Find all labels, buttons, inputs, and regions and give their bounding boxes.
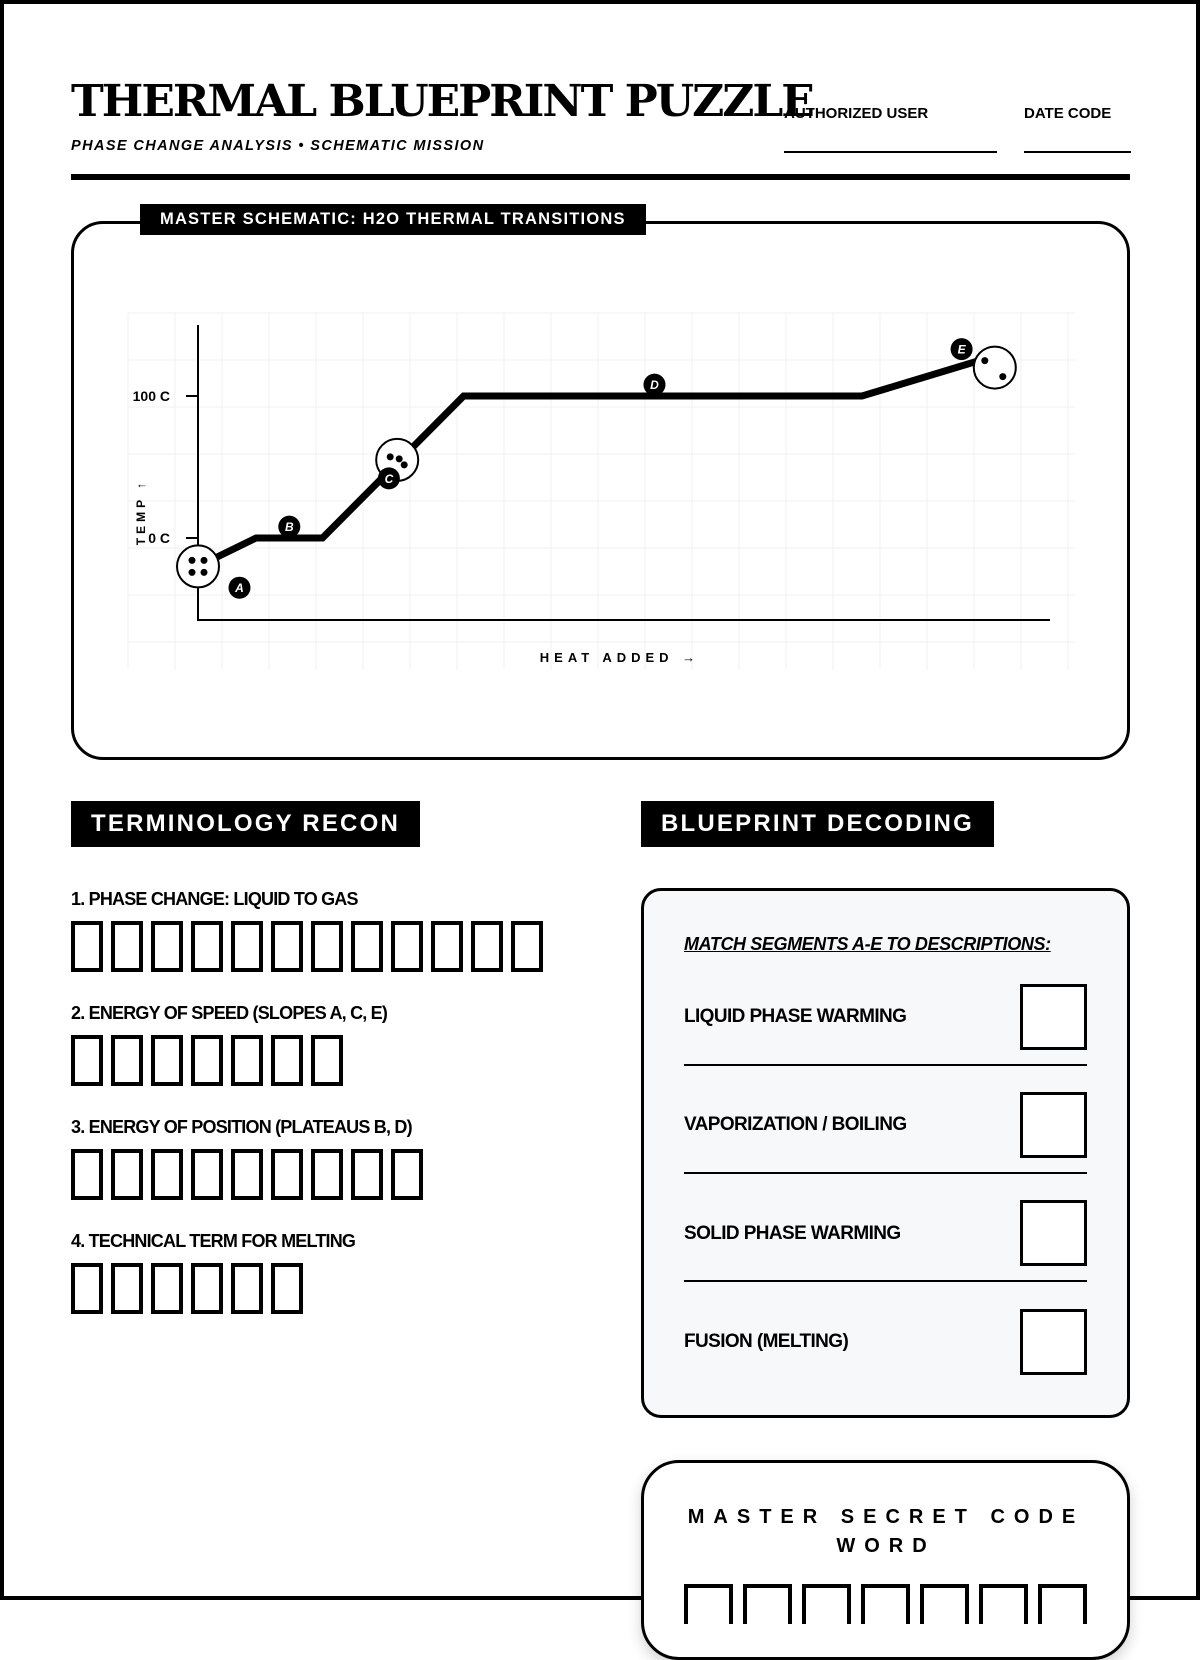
letter-box[interactable] [191, 921, 223, 972]
chart-grid [128, 313, 1075, 670]
authorized-user-label: AUTHORIZED USER [784, 105, 929, 122]
letter-box[interactable] [351, 921, 383, 972]
heating-curve-chart [0, 0, 1200, 800]
letter-box[interactable] [231, 921, 263, 972]
question-4-label: 4. TECHNICAL TERM FOR MELTING [71, 1231, 356, 1251]
particle-dot [981, 357, 988, 364]
page-subtitle: PHASE CHANGE ANALYSIS • SCHEMATIC MISSION [71, 138, 485, 154]
match-answer-box[interactable] [1020, 1309, 1087, 1375]
letter-box[interactable] [311, 921, 343, 972]
question-3-answer [71, 1149, 423, 1200]
question-4-answer [71, 1263, 303, 1314]
particle-dot [999, 373, 1006, 380]
particle-solid-circle [177, 545, 219, 587]
secret-letter-box[interactable] [920, 1584, 969, 1624]
match-item-label: SOLID PHASE WARMING [684, 1223, 901, 1244]
letter-box[interactable] [391, 1149, 423, 1200]
segment-marker-label: A [235, 581, 244, 596]
secret-code-answer [684, 1584, 1087, 1624]
letter-box[interactable] [271, 921, 303, 972]
particle-dot [189, 569, 196, 576]
letter-box[interactable] [391, 921, 423, 972]
x-axis-label: HEAT ADDED → [539, 650, 701, 665]
match-item-label: VAPORIZATION / BOILING [684, 1114, 907, 1135]
match-item-label: FUSION (MELTING) [684, 1331, 849, 1352]
letter-box[interactable] [231, 1035, 263, 1086]
segment-marker-label: E [957, 342, 966, 357]
y-axis-label: TEMP ↑ [134, 478, 148, 546]
particle-dot [201, 569, 208, 576]
letter-box[interactable] [111, 1035, 143, 1086]
decoding-instruction: MATCH SEGMENTS A-E TO DESCRIPTIONS: [684, 934, 1051, 954]
match-item-label: LIQUID PHASE WARMING [684, 1006, 907, 1027]
particle-markers [177, 347, 1016, 588]
match-divider [684, 1064, 1087, 1066]
terminology-heading: TERMINOLOGY RECON [71, 801, 420, 847]
letter-box[interactable] [351, 1149, 383, 1200]
segment-marker-label: D [650, 378, 659, 393]
particle-dot [387, 453, 394, 460]
question-2-label: 2. ENERGY OF SPEED (SLOPES A, C, E) [71, 1003, 388, 1023]
letter-box[interactable] [311, 1149, 343, 1200]
match-divider [684, 1280, 1087, 1282]
letter-box[interactable] [471, 921, 503, 972]
decoding-heading: BLUEPRINT DECODING [641, 801, 994, 847]
y-tick-label: 0 C [148, 530, 170, 546]
letter-box[interactable] [231, 1263, 263, 1314]
letter-box[interactable] [271, 1149, 303, 1200]
letter-box[interactable] [511, 921, 543, 972]
particle-dot [396, 455, 403, 462]
letter-box[interactable] [151, 1263, 183, 1314]
segment-marker-label: B [284, 520, 294, 535]
letter-box[interactable] [191, 1149, 223, 1200]
letter-box[interactable] [311, 1035, 343, 1086]
letter-box[interactable] [431, 921, 463, 972]
secret-letter-box[interactable] [1038, 1584, 1087, 1624]
particle-dot [189, 557, 196, 564]
secret-letter-box[interactable] [743, 1584, 792, 1624]
letter-box[interactable] [191, 1035, 223, 1086]
page-title: THERMAL BLUEPRINT PUZZLE [71, 76, 813, 127]
particle-dot [201, 557, 208, 564]
question-2-answer [71, 1035, 343, 1086]
letter-box[interactable] [111, 1263, 143, 1314]
particle-dot [401, 461, 408, 468]
letter-box[interactable] [231, 1149, 263, 1200]
question-1-answer [71, 921, 543, 972]
segment-markers [229, 338, 973, 599]
date-code-label: DATE CODE [1024, 105, 1112, 122]
heating-curve-line [198, 353, 1003, 566]
secret-letter-box[interactable] [861, 1584, 910, 1624]
match-answer-box[interactable] [1020, 1092, 1087, 1158]
y-tick-label: 100 C [132, 388, 170, 404]
letter-box[interactable] [151, 1149, 183, 1200]
match-answer-box[interactable] [1020, 1200, 1087, 1266]
letter-box[interactable] [271, 1263, 303, 1314]
match-divider [684, 1172, 1087, 1174]
letter-box[interactable] [111, 921, 143, 972]
schematic-tag: MASTER SCHEMATIC: H2O THERMAL TRANSITIONS [140, 204, 646, 235]
segment-marker-label: C [384, 471, 394, 486]
letter-box[interactable] [71, 921, 103, 972]
letter-box[interactable] [71, 1149, 103, 1200]
secret-letter-box[interactable] [979, 1584, 1028, 1624]
letter-box[interactable] [71, 1263, 103, 1314]
question-1-label: 1. PHASE CHANGE: LIQUID TO GAS [71, 889, 358, 909]
match-answer-box[interactable] [1020, 984, 1087, 1050]
secret-code-title: MASTER SECRET CODE WORD [687, 1506, 1085, 1557]
secret-letter-box[interactable] [684, 1584, 733, 1624]
secret-letter-box[interactable] [802, 1584, 851, 1624]
letter-box[interactable] [271, 1035, 303, 1086]
letter-box[interactable] [111, 1149, 143, 1200]
letter-box[interactable] [151, 1035, 183, 1086]
letter-box[interactable] [191, 1263, 223, 1314]
question-3-label: 3. ENERGY OF POSITION (PLATEAUS B, D) [71, 1117, 412, 1137]
letter-box[interactable] [71, 1035, 103, 1086]
letter-box[interactable] [151, 921, 183, 972]
particle-gas-circle [974, 347, 1016, 389]
